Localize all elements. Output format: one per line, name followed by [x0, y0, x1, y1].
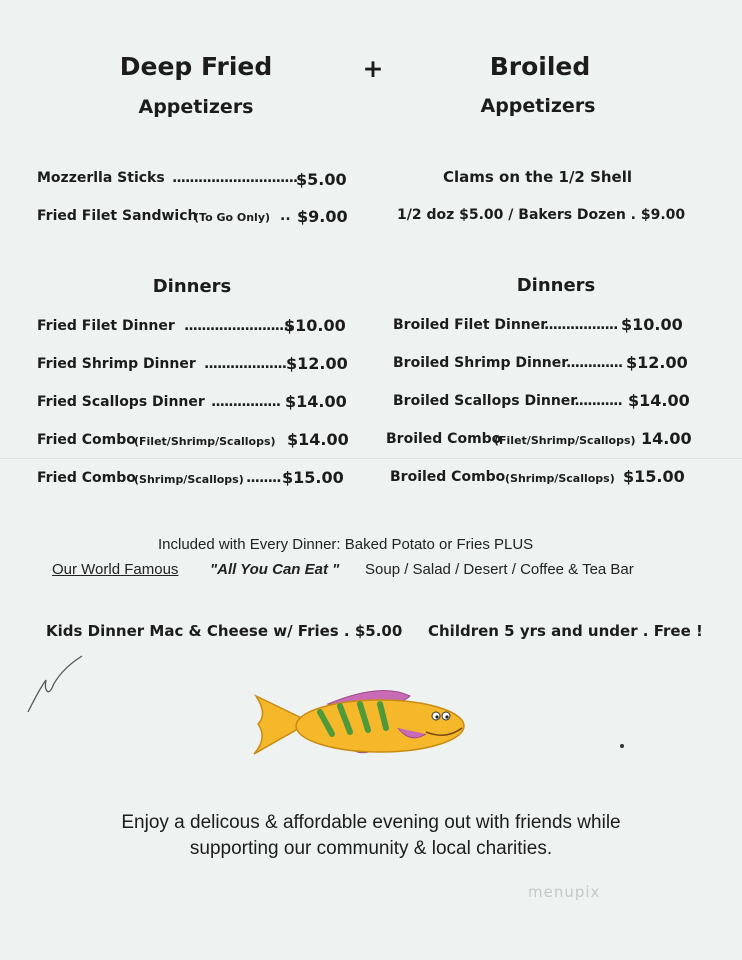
closing-line-1: Enjoy a delicous & affordable evening out with friends while — [121, 812, 621, 833]
dot-leader: ........ — [246, 470, 281, 486]
dot-leader: .. — [280, 208, 291, 224]
dinner-name: Fried Filet Dinner — [37, 318, 175, 334]
dot-leader: ................... — [204, 356, 287, 372]
clams-title: Clams on the 1/2 Shell — [443, 168, 633, 186]
closing-line-2: supporting our community & local charities. — [189, 838, 553, 859]
broiled-title: Broiled — [489, 52, 591, 81]
dinner-price: $14.00 — [628, 391, 690, 410]
dinner-price: 14.00 — [641, 429, 692, 448]
dinner-name: Broiled Filet Dinner — [393, 317, 548, 333]
dinner-note: (Shrimp/Scallops) — [134, 473, 244, 486]
stray-dot — [620, 744, 624, 748]
children-free-line: Children 5 yrs and under . Free ! — [428, 622, 703, 640]
deep-fried-title: Deep Fried — [119, 52, 273, 81]
world-famous-text: Our World Famous — [52, 561, 179, 578]
kids-dinner-line: Kids Dinner Mac & Cheese w/ Fries . $5.00 — [46, 622, 403, 640]
dinner-price: $10.00 — [284, 316, 346, 335]
dinner-name: Fried Combo — [37, 470, 136, 486]
clams-prices: 1/2 doz $5.00 / Bakers Dozen . $9.00 — [397, 207, 686, 223]
right-appetizers-heading: Appetizers — [480, 95, 596, 117]
appetizer-name: Fried Filet Sandwich — [37, 208, 198, 224]
dinner-price: $15.00 — [623, 467, 685, 486]
paper-fold-line — [0, 458, 742, 459]
dot-leader: ............ — [570, 393, 622, 409]
dinner-price: $12.00 — [626, 353, 688, 372]
fish-illustration — [250, 684, 480, 760]
dinner-price: $15.00 — [282, 468, 344, 487]
dinner-price: $14.00 — [287, 430, 349, 449]
dot-leader: ......................... — [184, 318, 292, 334]
dinner-price: $10.00 — [621, 315, 683, 334]
dot-leader: ................. — [544, 317, 618, 333]
dinner-name: Broiled Scallops Dinner — [393, 393, 578, 409]
dinner-note: (Filet/Shrimp/Scallops) — [494, 434, 636, 447]
appetizer-name: Mozzerlla Sticks — [37, 170, 165, 186]
dinner-note: (Filet/Shrimp/Scallops) — [134, 435, 276, 448]
menupix-watermark: menupix — [528, 883, 601, 901]
bar-items-text: Soup / Salad / Desert / Coffee & Tea Bar — [365, 561, 634, 578]
dot-leader: ............................. — [172, 170, 298, 186]
dinner-price: $14.00 — [285, 392, 347, 411]
dinner-name: Fried Combo — [37, 432, 136, 448]
dinner-name: Fried Shrimp Dinner — [37, 356, 196, 372]
appetizer-note: (To Go Only) — [194, 211, 271, 224]
dinner-name: Broiled Combo — [390, 469, 506, 485]
dinner-name: Broiled Shrimp Dinner — [393, 355, 569, 371]
dot-leader: ............. — [566, 355, 623, 371]
left-dinners-heading: Dinners — [152, 276, 232, 297]
right-dinners-heading: Dinners — [516, 275, 596, 296]
appetizer-price: $5.00 — [296, 170, 347, 189]
dinner-name: Fried Scallops Dinner — [37, 394, 205, 410]
dinner-price: $12.00 — [286, 354, 348, 373]
appetizer-price: $9.00 — [297, 207, 348, 226]
dot-leader: ................ — [211, 394, 281, 410]
pen-squiggle — [22, 652, 88, 714]
plus-sign: + — [362, 54, 384, 83]
left-appetizers-heading: Appetizers — [138, 96, 254, 118]
dinner-name: Broiled Combo — [386, 431, 502, 447]
dinner-note: (Shrimp/Scallops) — [505, 472, 615, 485]
included-line: Included with Every Dinner: Baked Potato or Fries PLUS — [158, 536, 534, 553]
all-you-can-eat-text: "All You Can Eat " — [210, 561, 340, 578]
